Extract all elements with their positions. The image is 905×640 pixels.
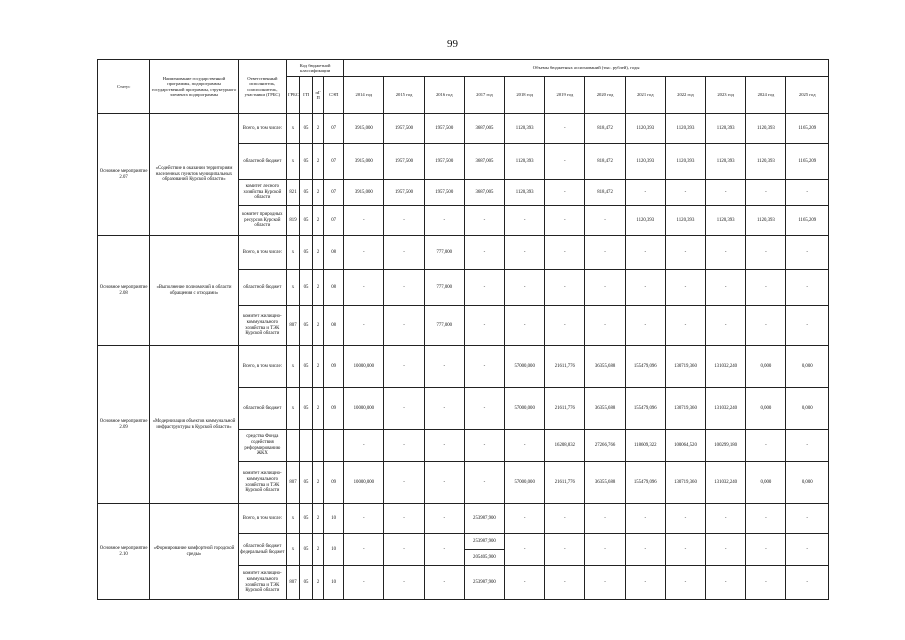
header-year: 2018 год	[505, 77, 545, 114]
value-cell: 1957,500	[424, 114, 464, 144]
value-cell: -	[545, 504, 585, 534]
value-cell: -	[505, 504, 545, 534]
value-cell: 1120,393	[625, 206, 665, 236]
name-cell: «Выполнение полномочий в области обращения с отходами»	[150, 236, 238, 346]
code-sub: 2	[313, 144, 324, 180]
value-cell: -	[424, 462, 464, 504]
budget-table	[97, 59, 829, 600]
code-grbs: 807	[286, 462, 299, 504]
header-name: Наименование государственной программы, подпрограммы государственной программы, структурного элемента подпрограммы	[150, 60, 238, 114]
header-year: 2016 год	[424, 77, 464, 114]
executor-cell: областной бюджет	[238, 144, 286, 180]
value-cell: -	[344, 504, 384, 534]
value-cell: -	[786, 306, 829, 346]
value-cell: 0,000	[746, 346, 786, 388]
executor-cell: областной бюджет федеральный бюджет	[238, 534, 286, 566]
code-gp: 05	[300, 270, 313, 306]
value-cell: -	[384, 566, 424, 600]
value-cell: 131032,240	[706, 346, 746, 388]
code-grbs: 807	[286, 306, 299, 346]
value-cell: 1120,393	[505, 114, 545, 144]
value-cell: 131032,240	[706, 388, 746, 430]
code-grbs: 821	[286, 180, 299, 206]
code-sub: 2	[313, 566, 324, 600]
value-cell: -	[344, 306, 384, 346]
header-year: 2021 год	[625, 77, 665, 114]
value-cell: 3687,005	[464, 114, 504, 144]
value-cell: 0,000	[746, 462, 786, 504]
value-cell: -	[706, 504, 746, 534]
value-cell: -	[344, 534, 384, 566]
code-gp: 05	[300, 114, 313, 144]
value-cell: -	[424, 388, 464, 430]
value-cell: -	[706, 566, 746, 600]
value-cell: -	[464, 306, 504, 346]
value-cell: -	[384, 430, 424, 462]
code-csr: 08	[324, 236, 344, 270]
value-cell: -	[505, 236, 545, 270]
executor-cell: комитет жилищно-коммунального хозяйства и ТЭК Курской области	[238, 306, 286, 346]
value-cell: -	[625, 566, 665, 600]
value-cell: 777,000	[424, 306, 464, 346]
value-cell: 818,472	[585, 114, 625, 144]
value-cell: 3687,005	[464, 144, 504, 180]
executor-cell: Всего, в том числе:	[238, 504, 286, 534]
value-cell: -	[625, 534, 665, 566]
value-cell: 1120,393	[665, 144, 705, 180]
executor-cell: областной бюджет	[238, 388, 286, 430]
value-cell: 3915,000	[344, 114, 384, 144]
executor-cell: Всего, в том числе:	[238, 346, 286, 388]
code-csr: 07	[324, 180, 344, 206]
value-cell: 130719,360	[665, 388, 705, 430]
value-cell: -	[585, 236, 625, 270]
value-cell: 1120,393	[665, 114, 705, 144]
code-grbs: х	[286, 144, 299, 180]
value-cell: 1120,393	[706, 114, 746, 144]
value-cell: -	[786, 270, 829, 306]
name-cell: «Модернизация объектов коммунальной инфраструктуры в Курской области»	[150, 346, 238, 504]
code-gp: 05	[300, 306, 313, 346]
code-csr: 10	[324, 534, 344, 566]
header-executor: Ответственный исполнитель, соисполнитель, участники (ГРБС)	[238, 60, 286, 114]
status-cell: Основное мероприятие 2.07	[98, 114, 150, 236]
value-cell: 1120,393	[706, 144, 746, 180]
value-cell: 10000,000	[344, 388, 384, 430]
header-gp: ГП	[300, 77, 313, 114]
value-cell: -	[384, 270, 424, 306]
value-cell: -	[424, 534, 464, 566]
value-cell: -	[665, 566, 705, 600]
value-cell: 130719,360	[665, 346, 705, 388]
code-csr: 10	[324, 504, 344, 534]
value-cell: -	[464, 206, 504, 236]
value-cell: -	[384, 462, 424, 504]
value-cell: 0,000	[786, 462, 829, 504]
header-volume-group: Объемы бюджетных ассигнований (тыс. рублей), годы	[344, 60, 829, 77]
code-sub: 2	[313, 306, 324, 346]
header-year: 2025 год	[786, 77, 829, 114]
status-cell: Основное мероприятие 2.09	[98, 346, 150, 504]
code-sub: 2	[313, 180, 324, 206]
value-cell: 777,000	[424, 270, 464, 306]
value-cell: -	[746, 430, 786, 462]
value-cell: -	[786, 236, 829, 270]
value-cell: -	[424, 566, 464, 600]
value-cell: -	[464, 388, 504, 430]
value-cell: -	[384, 206, 424, 236]
code-gp: 05	[300, 144, 313, 180]
code-sub: 2	[313, 114, 324, 144]
code-gp: 05	[300, 462, 313, 504]
value-cell: 253987,900	[464, 566, 504, 600]
header-grbs: ГРБС	[286, 77, 299, 114]
value-cell: 100064,520	[665, 430, 705, 462]
value-cell: -	[545, 534, 585, 566]
status-cell: Основное мероприятие 2.08	[98, 236, 150, 346]
value-cell: 777,000	[424, 236, 464, 270]
value-cell: 205405,900	[464, 550, 504, 566]
value-cell: -	[545, 206, 585, 236]
value-cell: -	[786, 504, 829, 534]
executor-cell: комитет лесного хозяйства Курской области	[238, 180, 286, 206]
code-grbs: х	[286, 504, 299, 534]
value-cell: 1120,393	[665, 206, 705, 236]
value-cell: 131032,240	[706, 462, 746, 504]
value-cell: -	[625, 504, 665, 534]
value-cell: -	[344, 270, 384, 306]
code-csr	[324, 430, 344, 462]
header-year: 2014 год	[344, 77, 384, 114]
value-cell: 1165,209	[786, 206, 829, 236]
header-year: 2017 год	[464, 77, 504, 114]
name-cell: «Формирование комфортной городской среды»	[150, 504, 238, 600]
value-cell: -	[464, 430, 504, 462]
table-row	[98, 504, 829, 534]
value-cell: 1120,393	[505, 144, 545, 180]
value-cell: -	[585, 206, 625, 236]
value-cell: -	[464, 236, 504, 270]
code-csr: 07	[324, 114, 344, 144]
value-cell: 1957,500	[424, 144, 464, 180]
executor-cell: областной бюджет	[238, 270, 286, 306]
value-cell: -	[706, 236, 746, 270]
value-cell: -	[545, 114, 585, 144]
code-grbs: х	[286, 534, 299, 566]
value-cell: 1120,393	[625, 114, 665, 144]
value-cell: -	[746, 566, 786, 600]
value-cell: 36355,688	[585, 346, 625, 388]
header-status: Статус	[98, 60, 150, 114]
value-cell: -	[786, 180, 829, 206]
value-cell: -	[706, 270, 746, 306]
value-cell: -	[424, 430, 464, 462]
value-cell: 36355,688	[585, 388, 625, 430]
executor-cell: средства Фонда содействия реформированию ЖКХ	[238, 430, 286, 462]
value-cell: 57000,000	[505, 346, 545, 388]
value-cell: -	[384, 388, 424, 430]
value-cell: 818,472	[585, 144, 625, 180]
code-csr: 10	[324, 566, 344, 600]
value-cell: -	[505, 566, 545, 600]
code-grbs: х	[286, 270, 299, 306]
executor-cell: комитет природных ресурсов Курской области	[238, 206, 286, 236]
value-cell: -	[545, 306, 585, 346]
value-cell: 3915,000	[344, 144, 384, 180]
value-cell: -	[344, 430, 384, 462]
value-cell: -	[384, 534, 424, 566]
value-cell: -	[665, 270, 705, 306]
value-cell: -	[706, 180, 746, 206]
value-cell: 1120,393	[746, 144, 786, 180]
code-sub: 2	[313, 206, 324, 236]
code-grbs: х	[286, 236, 299, 270]
header-sub: пГ П	[313, 77, 324, 114]
value-cell: -	[746, 534, 786, 566]
value-cell: -	[746, 504, 786, 534]
value-cell: -	[625, 306, 665, 346]
code-sub: 2	[313, 462, 324, 504]
code-csr: 07	[324, 144, 344, 180]
header-year: 2019 год	[545, 77, 585, 114]
value-cell: 10000,000	[344, 462, 384, 504]
value-cell: 1120,393	[746, 206, 786, 236]
value-cell: -	[585, 306, 625, 346]
code-gp: 05	[300, 566, 313, 600]
code-gp: 05	[300, 236, 313, 270]
value-cell: -	[625, 236, 665, 270]
value-cell: -	[505, 306, 545, 346]
code-grbs: 819	[286, 206, 299, 236]
value-cell: -	[424, 346, 464, 388]
value-cell: -	[545, 566, 585, 600]
value-cell: 21611,776	[545, 462, 585, 504]
value-cell: 0,000	[746, 388, 786, 430]
value-cell: -	[665, 180, 705, 206]
value-cell: 57000,000	[505, 462, 545, 504]
header-year: 2023 год	[706, 77, 746, 114]
value-cell: 10000,000	[344, 346, 384, 388]
name-cell: «Содействие в оказании территориям населенных пунктов муниципальных образований Курской области»	[150, 114, 238, 236]
value-cell: 1120,393	[505, 180, 545, 206]
value-cell: -	[505, 206, 545, 236]
value-cell: 57000,000	[505, 388, 545, 430]
code-grbs: х	[286, 346, 299, 388]
code-sub: 2	[313, 346, 324, 388]
code-csr: 09	[324, 462, 344, 504]
code-csr: 09	[324, 388, 344, 430]
value-cell: 0,000	[786, 346, 829, 388]
table-row	[98, 346, 829, 388]
executor-cell: Всего, в том числе:	[238, 114, 286, 144]
code-csr: 09	[324, 346, 344, 388]
value-cell: 818,472	[585, 180, 625, 206]
code-sub: 2	[313, 270, 324, 306]
value-cell: -	[706, 306, 746, 346]
header-year: 2022 год	[665, 77, 705, 114]
code-grbs: х	[286, 388, 299, 430]
value-cell: 118609,322	[625, 430, 665, 462]
value-cell: 1165,209	[786, 114, 829, 144]
code-sub: 2	[313, 236, 324, 270]
value-cell: -	[585, 566, 625, 600]
code-grbs	[286, 430, 299, 462]
header-year: 2024 год	[746, 77, 786, 114]
value-cell: -	[545, 144, 585, 180]
value-cell: -	[384, 236, 424, 270]
executor-cell: Всего, в том числе:	[238, 236, 286, 270]
value-cell: -	[424, 206, 464, 236]
table-row	[98, 114, 829, 144]
code-csr: 07	[324, 206, 344, 236]
header-row-1	[98, 60, 829, 77]
value-cell: -	[746, 270, 786, 306]
code-sub: 2	[313, 534, 324, 566]
value-cell: 21611,776	[545, 388, 585, 430]
value-cell: 155479,096	[625, 388, 665, 430]
value-cell: 1120,393	[706, 206, 746, 236]
value-cell: -	[706, 534, 746, 566]
code-gp: 05	[300, 346, 313, 388]
value-cell: 155479,096	[625, 462, 665, 504]
value-cell: 253987,900	[464, 534, 504, 550]
code-grbs: 807	[286, 566, 299, 600]
value-cell: 3687,005	[464, 180, 504, 206]
code-gp: 05	[300, 388, 313, 430]
code-grbs: х	[286, 114, 299, 144]
value-cell: -	[665, 534, 705, 566]
value-cell: -	[464, 462, 504, 504]
executor-cell: комитет жилищно-коммунального хозяйства и ТЭК Курской области	[238, 566, 286, 600]
value-cell: -	[665, 504, 705, 534]
value-cell: -	[464, 270, 504, 306]
executor-cell: комитет жилищно-коммунального хозяйства и ТЭК Курской области	[238, 462, 286, 504]
value-cell: 27266,766	[585, 430, 625, 462]
value-cell: 155479,096	[625, 346, 665, 388]
value-cell: 0,000	[786, 388, 829, 430]
code-csr: 08	[324, 270, 344, 306]
value-cell: -	[545, 236, 585, 270]
code-gp: 05	[300, 504, 313, 534]
table-row	[98, 236, 829, 270]
status-cell: Основное мероприятие 2.10	[98, 504, 150, 600]
value-cell: 1957,500	[424, 180, 464, 206]
value-cell: -	[786, 534, 829, 566]
value-cell: -	[786, 430, 829, 462]
code-gp: 05	[300, 206, 313, 236]
code-sub: 2	[313, 504, 324, 534]
value-cell: -	[464, 346, 504, 388]
value-cell: -	[505, 430, 545, 462]
value-cell: 21611,776	[545, 346, 585, 388]
code-gp	[300, 430, 313, 462]
value-cell: 3915,000	[344, 180, 384, 206]
value-cell: 1165,209	[786, 144, 829, 180]
value-cell: 36355,688	[585, 462, 625, 504]
value-cell: -	[384, 306, 424, 346]
value-cell: -	[665, 236, 705, 270]
value-cell: 100299,180	[706, 430, 746, 462]
value-cell: -	[585, 534, 625, 566]
value-cell: -	[384, 504, 424, 534]
value-cell: 1120,393	[625, 144, 665, 180]
value-cell: 130719,360	[665, 462, 705, 504]
value-cell: -	[344, 206, 384, 236]
value-cell: -	[625, 270, 665, 306]
code-sub	[313, 430, 324, 462]
value-cell: -	[625, 180, 665, 206]
value-cell: 1957,500	[384, 114, 424, 144]
value-cell: -	[545, 270, 585, 306]
value-cell: 1957,500	[384, 180, 424, 206]
value-cell: -	[746, 236, 786, 270]
code-sub: 2	[313, 388, 324, 430]
value-cell: 1957,500	[384, 144, 424, 180]
code-csr: 08	[324, 306, 344, 346]
value-cell: -	[424, 504, 464, 534]
value-cell: -	[545, 180, 585, 206]
value-cell: 16208,832	[545, 430, 585, 462]
value-cell: -	[746, 306, 786, 346]
header-csr: СЭП	[324, 77, 344, 114]
value-cell: -	[746, 180, 786, 206]
header-year: 2020 год	[585, 77, 625, 114]
value-cell: -	[585, 504, 625, 534]
value-cell: -	[505, 270, 545, 306]
value-cell: -	[344, 566, 384, 600]
code-gp: 05	[300, 534, 313, 566]
value-cell: -	[786, 566, 829, 600]
header-year: 2015 год	[384, 77, 424, 114]
code-gp: 05	[300, 180, 313, 206]
value-cell: 253987,900	[464, 504, 504, 534]
value-cell: -	[344, 236, 384, 270]
value-cell: -	[505, 534, 545, 566]
value-cell: -	[585, 270, 625, 306]
page-number: 99	[447, 38, 458, 50]
header-code-group: Код бюджетной классификации	[286, 60, 343, 77]
value-cell: -	[384, 346, 424, 388]
value-cell: -	[665, 306, 705, 346]
value-cell: 1120,393	[746, 114, 786, 144]
